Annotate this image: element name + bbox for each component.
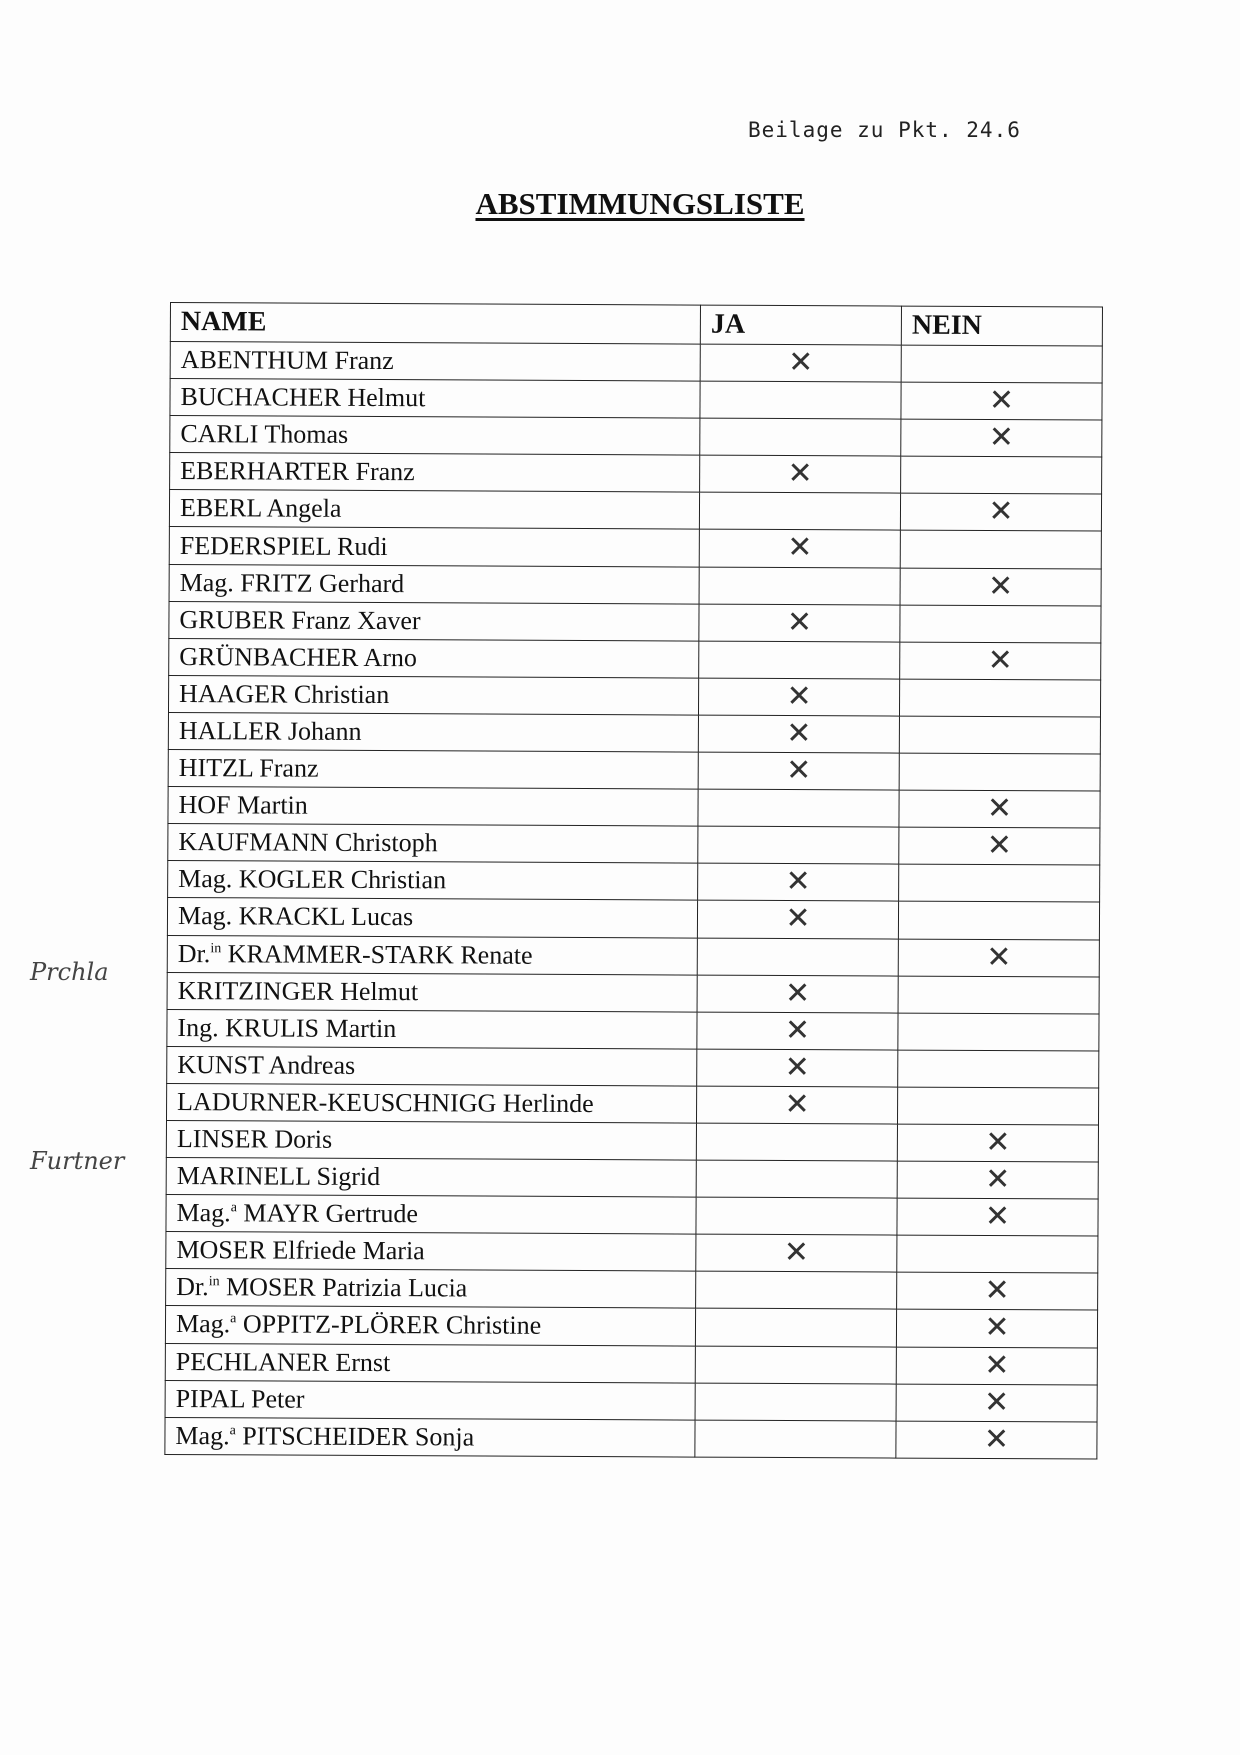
cross-mark-icon: ✕ xyxy=(986,828,1013,864)
vote-cell-ja xyxy=(696,1123,897,1161)
member-name: HALLER Johann xyxy=(178,716,362,746)
margin-note-handwritten: Prchla xyxy=(30,958,109,986)
vote-cell-ja xyxy=(699,530,900,568)
cross-mark-icon: ✕ xyxy=(984,1199,1011,1235)
member-name: OPPITZ-PLÖRER Christine xyxy=(242,1309,542,1341)
vote-cell-nein xyxy=(901,419,1102,457)
vote-cell-ja xyxy=(698,715,899,753)
cross-mark-icon: ✕ xyxy=(986,939,1012,975)
member-name-cell xyxy=(167,972,697,1012)
member-name: LINSER Doris xyxy=(176,1124,333,1154)
table-row xyxy=(169,490,1101,532)
vote-cell-nein xyxy=(897,1272,1098,1310)
member-name: HOF Martin xyxy=(178,790,308,820)
cross-mark-icon: ✕ xyxy=(783,1235,810,1271)
member-name: MAYR Gertrude xyxy=(243,1198,419,1229)
member-name-cell xyxy=(166,1195,696,1235)
header-nein: NEIN xyxy=(901,306,1102,346)
table-row xyxy=(168,787,1100,829)
table-row xyxy=(170,453,1102,495)
cross-mark-icon: ✕ xyxy=(988,494,1014,530)
vote-cell-nein xyxy=(898,1050,1099,1088)
table-row xyxy=(167,972,1099,1014)
member-name: KRAMMER-STARK Renate xyxy=(227,938,533,970)
member-name-cell xyxy=(165,1380,695,1420)
cross-mark-icon: ✕ xyxy=(786,678,812,714)
member-name: KOGLER Christian xyxy=(238,864,447,895)
margin-note-handwritten: Furtner xyxy=(30,1147,125,1175)
vote-cell-ja xyxy=(695,1346,896,1384)
member-name: MOSER Patrizia Lucia xyxy=(226,1272,468,1303)
member-name-cell xyxy=(166,1120,696,1160)
title-prefix: Mag. xyxy=(179,567,234,597)
member-name: FRITZ Gerhard xyxy=(240,567,405,598)
member-name: KRITZINGER Helmut xyxy=(177,975,419,1006)
table-row xyxy=(166,1158,1098,1200)
table-row xyxy=(167,935,1099,977)
vote-cell-ja xyxy=(695,1383,896,1421)
table-row xyxy=(168,861,1100,903)
cross-mark-icon: ✕ xyxy=(985,1124,1011,1161)
member-name-cell xyxy=(167,1009,697,1049)
vote-cell-ja xyxy=(699,604,900,642)
vote-cell-ja xyxy=(700,381,901,419)
member-name: GRÜNBACHER Arno xyxy=(179,641,417,673)
member-name-cell xyxy=(167,1046,697,1086)
vote-cell-ja xyxy=(698,678,899,716)
document-title: ABSTIMMUNGSLISTE xyxy=(475,186,805,221)
member-name: PECHLANER Ernst xyxy=(175,1346,391,1377)
member-name-cell xyxy=(165,1306,695,1346)
member-name: HITZL Franz xyxy=(178,753,319,783)
vote-cell-ja xyxy=(696,1160,897,1198)
title-prefix: Dr. xyxy=(176,1272,209,1302)
member-name: KRULIS Martin xyxy=(225,1013,397,1043)
member-name: LADURNER-KEUSCHNIGG Herlinde xyxy=(177,1086,594,1119)
cross-mark-icon: ✕ xyxy=(787,456,813,492)
vote-cell-nein xyxy=(898,901,1099,939)
title-prefix: Mag. xyxy=(176,1198,231,1228)
table-row xyxy=(169,638,1101,680)
member-name-cell xyxy=(170,379,700,419)
table-row xyxy=(165,1417,1097,1459)
vote-cell-nein xyxy=(896,1384,1097,1422)
vote-cell-ja xyxy=(698,863,899,901)
cross-mark-icon: ✕ xyxy=(788,345,814,381)
vote-cell-nein xyxy=(896,1421,1097,1459)
member-name: BUCHACHER Helmut xyxy=(180,382,426,413)
title-suffix: a xyxy=(230,1311,237,1327)
table-row xyxy=(170,379,1102,421)
member-name-cell xyxy=(168,750,698,790)
table-row xyxy=(167,1046,1099,1088)
vote-cell-nein xyxy=(898,1013,1099,1051)
member-name: KRACKL Lucas xyxy=(238,901,414,932)
vote-cell-ja xyxy=(698,752,899,790)
member-name-cell xyxy=(168,675,698,715)
vote-cell-ja xyxy=(697,900,898,938)
vote-cell-ja xyxy=(696,1086,897,1124)
member-name-cell xyxy=(167,1083,697,1123)
table-row xyxy=(165,1306,1097,1348)
member-name: PIPAL Peter xyxy=(175,1383,305,1414)
vote-cell-nein xyxy=(899,753,1100,791)
table-row xyxy=(167,1083,1099,1125)
member-name-cell xyxy=(168,824,698,864)
vote-cell-nein xyxy=(901,345,1102,383)
title-prefix: Mag. xyxy=(177,901,233,931)
cross-mark-icon: ✕ xyxy=(984,1273,1010,1309)
vote-cell-ja xyxy=(698,826,899,864)
vote-cell-ja xyxy=(697,1012,898,1050)
cross-mark-icon: ✕ xyxy=(784,1049,810,1085)
cross-mark-icon: ✕ xyxy=(784,1012,811,1048)
member-name-cell xyxy=(167,935,697,975)
vote-cell-nein xyxy=(896,1347,1097,1385)
vote-cell-nein xyxy=(899,790,1100,828)
vote-cell-ja xyxy=(696,1234,897,1272)
table-row xyxy=(168,750,1100,792)
member-name-cell xyxy=(167,898,697,938)
title-prefix: Dr. xyxy=(177,938,211,968)
member-name-cell xyxy=(168,712,698,752)
vote-cell-ja xyxy=(700,344,901,382)
member-name: MOSER Elfriede Maria xyxy=(176,1235,425,1266)
vote-cell-nein xyxy=(899,679,1100,717)
vote-cell-nein xyxy=(900,568,1101,606)
table-header-row xyxy=(170,303,1102,347)
cross-mark-icon: ✕ xyxy=(984,1347,1010,1383)
vote-cell-ja xyxy=(697,938,898,976)
vote-cell-nein xyxy=(898,939,1099,977)
member-name-cell xyxy=(170,416,700,456)
member-name: EBERL Angela xyxy=(179,493,342,524)
member-name: MARINELL Sigrid xyxy=(176,1161,381,1192)
vote-cell-nein xyxy=(897,1087,1098,1125)
table-row xyxy=(168,824,1100,866)
vote-cell-nein xyxy=(896,1310,1097,1348)
title-suffix: a xyxy=(230,1200,238,1216)
cross-mark-icon: ✕ xyxy=(984,1310,1010,1346)
vote-cell-ja xyxy=(697,1049,898,1087)
vote-cell-nein xyxy=(901,382,1102,420)
table-row xyxy=(165,1343,1097,1385)
title-prefix: Mag. xyxy=(175,1420,230,1451)
table-row xyxy=(170,416,1102,458)
title-prefix: Ing. xyxy=(177,1012,219,1042)
vote-cell-ja xyxy=(700,418,901,456)
member-name: KAUFMANN Christoph xyxy=(178,827,438,858)
cross-mark-icon: ✕ xyxy=(786,753,812,789)
member-name-cell xyxy=(165,1417,695,1457)
member-name-cell xyxy=(169,490,699,530)
vote-cell-ja xyxy=(700,455,901,493)
table-row xyxy=(167,1009,1099,1051)
header-ja: JA xyxy=(700,305,901,345)
table-row xyxy=(169,601,1101,643)
vote-cell-ja xyxy=(695,1309,896,1347)
title-prefix: Mag. xyxy=(175,1309,231,1339)
member-name: CARLI Thomas xyxy=(180,419,349,450)
cross-mark-icon: ✕ xyxy=(787,530,813,566)
vote-cell-nein xyxy=(898,976,1099,1014)
table-row xyxy=(166,1195,1098,1237)
vote-cell-ja xyxy=(697,975,898,1013)
cross-mark-icon: ✕ xyxy=(986,791,1013,827)
vote-cell-nein xyxy=(900,493,1101,531)
cross-mark-icon: ✕ xyxy=(983,1384,1010,1420)
table-row xyxy=(170,342,1102,384)
title-suffix: in xyxy=(210,940,222,956)
cross-mark-icon: ✕ xyxy=(983,1421,1010,1457)
vote-cell-ja xyxy=(695,1420,896,1458)
vote-cell-nein xyxy=(900,531,1101,569)
table-row xyxy=(166,1269,1098,1311)
vote-cell-nein xyxy=(897,1235,1098,1273)
member-name-cell xyxy=(166,1232,696,1272)
vote-cell-nein xyxy=(900,642,1101,680)
vote-cell-ja xyxy=(696,1197,897,1235)
vote-cell-ja xyxy=(698,789,899,827)
member-name: EBERHARTER Franz xyxy=(180,456,415,487)
vote-cell-nein xyxy=(899,827,1100,865)
title-suffix: in xyxy=(208,1274,220,1290)
vote-cell-nein xyxy=(897,1124,1098,1162)
cross-mark-icon: ✕ xyxy=(988,383,1015,419)
vote-cell-nein xyxy=(897,1198,1098,1236)
member-name-cell xyxy=(170,342,700,382)
vote-cell-nein xyxy=(897,1161,1098,1199)
vote-cell-ja xyxy=(696,1271,897,1309)
table-row xyxy=(167,898,1099,940)
member-name-cell xyxy=(168,787,698,827)
vote-cell-nein xyxy=(899,864,1100,902)
member-name: ABENTHUM Franz xyxy=(180,345,394,376)
member-name-cell xyxy=(170,453,700,493)
member-name-cell xyxy=(169,638,699,678)
cross-mark-icon: ✕ xyxy=(784,1086,810,1123)
table-row xyxy=(165,1380,1097,1422)
cross-mark-icon: ✕ xyxy=(786,604,813,640)
cross-mark-icon: ✕ xyxy=(985,1162,1011,1198)
header-name: NAME xyxy=(170,303,700,345)
cross-mark-icon: ✕ xyxy=(988,420,1015,456)
title-prefix: Mag. xyxy=(178,864,233,894)
voting-table xyxy=(164,302,1103,1459)
member-name-cell xyxy=(168,861,698,901)
cross-mark-icon: ✕ xyxy=(785,901,811,937)
table-row xyxy=(166,1232,1098,1274)
member-name: FEDERSPIEL Rudi xyxy=(179,530,388,561)
vote-cell-ja xyxy=(699,641,900,679)
cross-mark-icon: ✕ xyxy=(784,975,811,1011)
cross-mark-icon: ✕ xyxy=(987,568,1014,604)
cross-mark-icon: ✕ xyxy=(987,642,1013,678)
vote-cell-nein xyxy=(900,605,1101,643)
member-name-cell xyxy=(169,601,699,641)
title-suffix: a xyxy=(229,1423,236,1439)
vote-cell-ja xyxy=(699,492,900,530)
table-row xyxy=(169,527,1101,569)
attachment-note: Beilage zu Pkt. 24.6 xyxy=(748,118,1021,142)
voting-table-body xyxy=(165,342,1102,1459)
vote-cell-nein xyxy=(899,716,1100,754)
cross-mark-icon: ✕ xyxy=(785,864,811,900)
member-name: GRUBER Franz Xaver xyxy=(179,604,421,635)
member-name-cell xyxy=(166,1269,696,1309)
member-name-cell xyxy=(165,1343,695,1383)
cross-mark-icon: ✕ xyxy=(786,715,812,752)
member-name-cell xyxy=(166,1158,696,1198)
table-row xyxy=(166,1120,1098,1162)
table-row xyxy=(169,564,1101,606)
member-name-cell xyxy=(169,564,699,604)
vote-cell-ja xyxy=(699,567,900,605)
vote-cell-nein xyxy=(901,456,1102,494)
member-name-cell xyxy=(169,527,699,567)
member-name: KUNST Andreas xyxy=(177,1049,356,1080)
table-row xyxy=(168,675,1100,717)
member-name: HAAGER Christian xyxy=(179,678,390,709)
table-row xyxy=(168,712,1100,754)
member-name: PITSCHEIDER Sonja xyxy=(242,1421,475,1452)
